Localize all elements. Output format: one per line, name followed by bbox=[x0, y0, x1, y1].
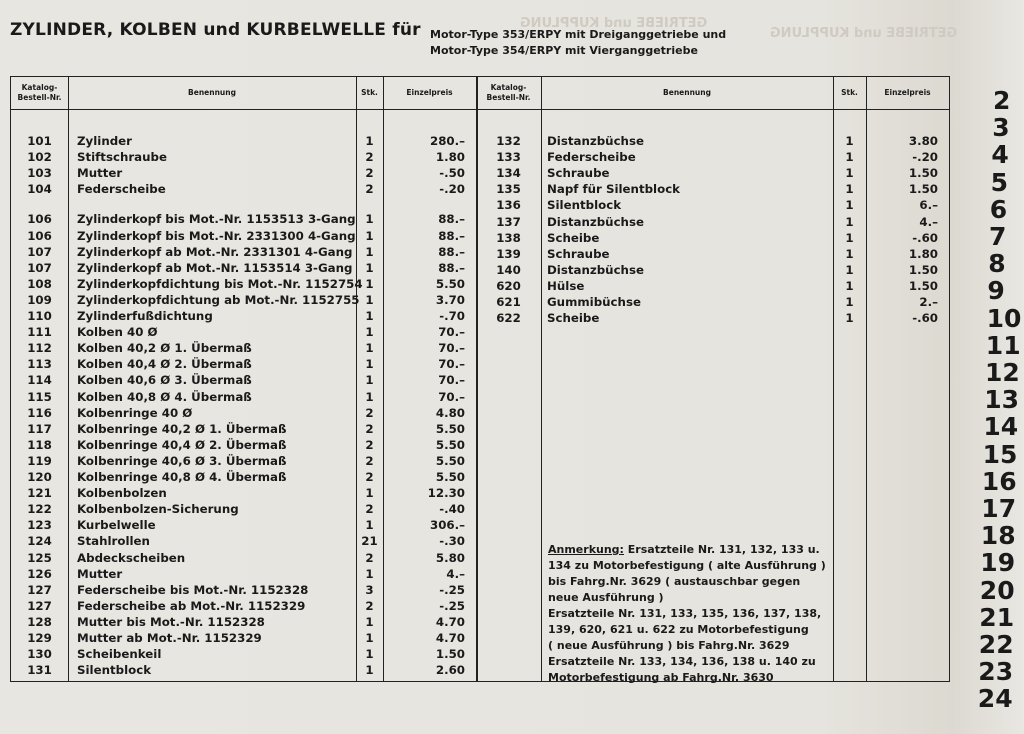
part-price: 280.– bbox=[429, 134, 465, 148]
part-name: Distanzbüchse bbox=[547, 134, 644, 148]
part-name: Zylinderkopf bis Mot.-Nr. 2331300 4-Gang bbox=[77, 228, 356, 243]
part-name: Distanzbüchse bbox=[547, 262, 644, 277]
part-quantity: 1 bbox=[845, 182, 854, 197]
part-name: Kolbenbolzen bbox=[77, 486, 167, 501]
part-quantity: 1 bbox=[365, 663, 374, 678]
header-divider bbox=[11, 109, 949, 110]
part-quantity: 1 bbox=[365, 244, 374, 259]
part-number: 621 bbox=[496, 295, 521, 309]
index-tab-11[interactable]: 11 bbox=[985, 330, 1021, 360]
header-katalog-right: Katalog- Bestell-Nr. bbox=[486, 83, 531, 102]
index-tab-13[interactable]: 13 bbox=[984, 385, 1019, 415]
part-price: -.50 bbox=[439, 166, 465, 181]
part-number: 118 bbox=[27, 437, 52, 452]
part-price: 4.80 bbox=[435, 405, 465, 420]
part-quantity: 2 bbox=[365, 598, 374, 613]
part-quantity: 1 bbox=[845, 198, 854, 213]
part-price: 6.– bbox=[919, 198, 938, 213]
part-name: Kolbenringe 40,8 Ø 4. Übermaß bbox=[77, 470, 287, 484]
part-price: 306.– bbox=[429, 518, 465, 533]
index-tab-8[interactable]: 8 bbox=[988, 249, 1006, 279]
part-price: 3.80 bbox=[908, 134, 938, 148]
part-name: Kolben 40,8 Ø 4. Übermaß bbox=[77, 389, 252, 404]
part-quantity: 2 bbox=[365, 166, 374, 181]
header-benennung-left: Benennung bbox=[188, 88, 236, 97]
part-name: Zylinderfußdichtung bbox=[77, 309, 213, 323]
part-name: Distanzbüchse bbox=[547, 214, 644, 229]
part-price: -.20 bbox=[439, 182, 465, 197]
bleed-through-text-left: GETRIEBE und KUPPLUNG bbox=[520, 16, 708, 31]
index-tab-3[interactable]: 3 bbox=[992, 113, 1010, 143]
part-name: Stiftschraube bbox=[77, 150, 167, 165]
part-quantity: 1 bbox=[365, 341, 374, 356]
part-name: Kolbenringe 40,6 Ø 3. Übermaß bbox=[77, 453, 287, 468]
motor-type-line-2: Motor-Type 354/ERPY mit Vierganggetriebe bbox=[430, 44, 698, 57]
part-number: 134 bbox=[496, 166, 521, 181]
part-name: Zylinderkopf ab Mot.-Nr. 2331301 4-Gang bbox=[77, 244, 353, 259]
part-number: 111 bbox=[27, 325, 52, 340]
index-tab-5[interactable]: 5 bbox=[990, 167, 1008, 197]
part-number: 130 bbox=[27, 647, 52, 662]
part-price: 5.50 bbox=[435, 453, 465, 468]
part-price: -.60 bbox=[912, 230, 938, 245]
part-name: Abdeckscheiben bbox=[77, 550, 186, 565]
part-number: 123 bbox=[27, 518, 52, 533]
part-name: Kolben 40 Ø bbox=[77, 325, 158, 340]
part-quantity: 1 bbox=[845, 246, 854, 261]
part-number: 120 bbox=[27, 470, 52, 484]
part-price: 1.50 bbox=[908, 278, 938, 293]
part-quantity: 2 bbox=[365, 182, 374, 197]
part-quantity: 1 bbox=[365, 292, 374, 307]
part-name: Kurbelwelle bbox=[77, 518, 156, 533]
part-name: Stahlrollen bbox=[77, 534, 150, 549]
part-quantity: 2 bbox=[365, 502, 374, 517]
part-quantity: 1 bbox=[365, 486, 374, 501]
part-price: 1.80 bbox=[435, 150, 465, 165]
remark-label: Anmerkung: bbox=[548, 543, 624, 556]
part-number: 140 bbox=[496, 262, 521, 277]
part-price: 70.– bbox=[438, 357, 465, 372]
part-number: 127 bbox=[27, 582, 52, 597]
part-price: 88.– bbox=[438, 260, 465, 275]
part-name: Zylinderkopfdichtung bis Mot.-Nr. 1152754 bbox=[77, 276, 363, 291]
part-number: 108 bbox=[27, 276, 52, 291]
part-price: 2.60 bbox=[435, 663, 465, 678]
part-number: 122 bbox=[27, 502, 52, 517]
part-price: 12.30 bbox=[427, 486, 465, 501]
part-quantity: 1 bbox=[365, 228, 374, 243]
part-name: Scheibe bbox=[547, 230, 600, 245]
part-name: Zylinderkopfdichtung ab Mot.-Nr. 1152755 bbox=[77, 292, 360, 307]
remark-line-1: Ersatzteile Nr. 131, 132, 133 u. bbox=[623, 543, 820, 556]
remark-note bbox=[548, 542, 826, 686]
index-tab-9[interactable]: 9 bbox=[987, 276, 1005, 306]
part-name: Kolben 40,4 Ø 2. Übermaß bbox=[77, 357, 252, 372]
part-number: 110 bbox=[27, 309, 52, 323]
col-divider bbox=[68, 77, 69, 681]
part-number: 132 bbox=[496, 134, 521, 148]
part-number: 131 bbox=[27, 663, 52, 678]
part-quantity: 2 bbox=[365, 437, 374, 452]
index-tab-21[interactable]: 21 bbox=[979, 602, 1015, 632]
part-price: 70.– bbox=[438, 389, 465, 404]
part-quantity: 1 bbox=[845, 166, 854, 181]
part-price: 70.– bbox=[438, 325, 465, 340]
part-number: 135 bbox=[496, 182, 521, 197]
part-number: 101 bbox=[27, 134, 52, 148]
index-tab-24[interactable]: 24 bbox=[977, 684, 1013, 714]
part-quantity: 1 bbox=[845, 214, 854, 229]
part-number: 119 bbox=[27, 453, 52, 468]
part-name: Kolbenringe 40 Ø bbox=[77, 405, 193, 420]
header-preis-left: Einzelpreis bbox=[406, 88, 453, 97]
part-price: 70.– bbox=[438, 341, 465, 356]
part-quantity: 1 bbox=[845, 278, 854, 293]
index-tab-2[interactable]: 2 bbox=[993, 86, 1011, 115]
part-quantity: 2 bbox=[365, 150, 374, 165]
part-quantity: 1 bbox=[845, 295, 854, 309]
index-tab-19[interactable]: 19 bbox=[980, 548, 1016, 578]
part-quantity: 1 bbox=[365, 389, 374, 404]
part-price: 2.– bbox=[919, 295, 938, 309]
part-number: 109 bbox=[27, 292, 52, 307]
part-number: 138 bbox=[496, 230, 521, 245]
part-price: 4.– bbox=[919, 214, 938, 229]
index-tab-10[interactable]: 10 bbox=[986, 303, 1022, 333]
part-quantity: 1 bbox=[365, 631, 374, 645]
part-quantity: 1 bbox=[365, 260, 374, 275]
part-number: 107 bbox=[27, 260, 52, 275]
part-number: 127 bbox=[27, 598, 52, 613]
index-tab-4[interactable]: 4 bbox=[991, 140, 1009, 170]
index-tab-15[interactable]: 15 bbox=[982, 439, 1018, 469]
part-number: 128 bbox=[27, 614, 52, 629]
part-name: Kolben 40,2 Ø 1. Übermaß bbox=[77, 341, 252, 356]
part-number: 121 bbox=[27, 486, 52, 501]
part-price: 5.50 bbox=[435, 470, 465, 484]
part-number: 104 bbox=[27, 182, 52, 197]
part-quantity: 1 bbox=[845, 150, 854, 165]
part-price: 5.50 bbox=[435, 421, 465, 436]
part-name: Mutter bis Mot.-Nr. 1152328 bbox=[77, 614, 265, 629]
part-quantity: 1 bbox=[365, 325, 374, 340]
part-number: 106 bbox=[27, 212, 52, 227]
remark-line-2: 134 zu Motorbefestigung ( alte Ausführung ) bbox=[548, 559, 826, 572]
part-number: 107 bbox=[27, 244, 52, 259]
header-preis-right: Einzelpreis bbox=[884, 88, 931, 97]
part-number: 112 bbox=[27, 341, 52, 356]
part-price: -.20 bbox=[912, 150, 938, 165]
part-price: 1.50 bbox=[908, 262, 938, 277]
part-number: 620 bbox=[496, 278, 521, 293]
part-price: -.40 bbox=[439, 502, 465, 517]
part-number: 113 bbox=[27, 357, 52, 372]
part-name: Federscheibe ab Mot.-Nr. 1152329 bbox=[77, 598, 306, 613]
part-number: 133 bbox=[496, 150, 521, 165]
part-price: 70.– bbox=[438, 373, 465, 388]
part-price: 1.50 bbox=[908, 166, 938, 181]
part-quantity: 1 bbox=[365, 357, 374, 372]
part-name: Silentblock bbox=[77, 663, 152, 678]
part-name: Mutter ab Mot.-Nr. 1152329 bbox=[77, 631, 262, 645]
index-tab-17[interactable]: 17 bbox=[981, 494, 1017, 523]
part-name: Schraube bbox=[547, 246, 610, 261]
remark-line-9: Motorbefestigung ab Fahrg.Nr. 3630 bbox=[548, 671, 774, 684]
part-price: 4.70 bbox=[435, 614, 465, 629]
index-tab-7[interactable]: 7 bbox=[989, 222, 1007, 251]
header-katalog-left: Katalog- Bestell-Nr. bbox=[17, 83, 62, 102]
index-tab-23[interactable]: 23 bbox=[978, 657, 1014, 687]
part-quantity: 1 bbox=[365, 134, 374, 148]
part-name: Federscheibe bbox=[77, 182, 166, 197]
part-number: 106 bbox=[27, 228, 52, 243]
part-name: Zylinderkopf ab Mot.-Nr. 1153514 3-Gang bbox=[77, 260, 353, 275]
part-name: Mutter bbox=[77, 166, 123, 181]
part-quantity: 1 bbox=[845, 230, 854, 245]
part-price: -.60 bbox=[912, 311, 938, 326]
remark-line-3: bis Fahrg.Nr. 3629 ( austauschbar gegen bbox=[548, 575, 801, 588]
part-name: Schraube bbox=[547, 166, 610, 181]
part-name: Zylinder bbox=[77, 134, 132, 148]
page-title: ZYLINDER, KOLBEN und KURBELWELLE für bbox=[10, 20, 421, 40]
part-quantity: 1 bbox=[365, 276, 374, 291]
part-price: 1.50 bbox=[908, 182, 938, 197]
part-name: Kolbenbolzen-Sicherung bbox=[77, 502, 239, 517]
part-number: 114 bbox=[27, 373, 52, 388]
part-number: 102 bbox=[27, 150, 52, 165]
index-tab-12[interactable]: 12 bbox=[985, 358, 1020, 387]
index-tab-6[interactable]: 6 bbox=[989, 194, 1008, 224]
part-name: Scheibe bbox=[547, 311, 600, 326]
remark-line-4: neue Ausführung ) bbox=[548, 591, 664, 604]
index-tab-22[interactable]: 22 bbox=[978, 630, 1014, 659]
part-quantity: 2 bbox=[365, 550, 374, 565]
part-number: 139 bbox=[496, 246, 521, 261]
part-quantity: 1 bbox=[365, 212, 374, 227]
part-price: -.30 bbox=[439, 534, 465, 549]
part-quantity: 1 bbox=[365, 309, 374, 323]
part-price: 4.70 bbox=[435, 631, 465, 645]
part-name: Silentblock bbox=[547, 198, 622, 213]
part-name: Scheibenkeil bbox=[77, 647, 162, 662]
part-number: 116 bbox=[27, 405, 52, 420]
remark-line-5: Ersatzteile Nr. 131, 133, 135, 136, 137, 138, bbox=[548, 607, 822, 620]
part-price: 1.80 bbox=[908, 246, 938, 261]
part-number: 124 bbox=[27, 534, 52, 549]
part-price: 5.80 bbox=[435, 550, 465, 565]
index-tab-16[interactable]: 16 bbox=[981, 466, 1017, 496]
part-number: 103 bbox=[27, 166, 52, 181]
remark-line-6: 139, 620, 621 u. 622 zu Motorbefestigung bbox=[548, 623, 809, 636]
part-name: Kolbenringe 40,2 Ø 1. Übermaß bbox=[77, 421, 287, 436]
part-name: Gummibüchse bbox=[547, 295, 641, 309]
part-quantity: 1 bbox=[365, 518, 374, 533]
part-price: -.25 bbox=[439, 582, 465, 597]
part-price: 5.50 bbox=[435, 276, 465, 291]
part-name: Kolben 40,6 Ø 3. Übermaß bbox=[77, 373, 252, 388]
part-name: Zylinderkopf bis Mot.-Nr. 1153513 3-Gang bbox=[77, 212, 356, 227]
part-price: 4.– bbox=[446, 566, 465, 581]
part-name: Hülse bbox=[547, 278, 585, 293]
motor-type-line-1: Motor-Type 353/ERPY mit Dreiganggetriebe und bbox=[430, 28, 727, 41]
part-quantity: 1 bbox=[365, 373, 374, 388]
part-price: 1.50 bbox=[435, 647, 465, 662]
part-price: 88.– bbox=[438, 244, 465, 259]
part-price: 5.50 bbox=[435, 437, 465, 452]
part-quantity: 1 bbox=[845, 134, 854, 148]
part-quantity: 1 bbox=[365, 566, 374, 581]
header-stk-right: Stk. bbox=[841, 88, 858, 97]
index-tab-18[interactable]: 18 bbox=[980, 521, 1016, 551]
part-number: 129 bbox=[27, 631, 52, 645]
part-price: -.25 bbox=[439, 598, 465, 613]
part-quantity: 2 bbox=[365, 453, 374, 468]
part-quantity: 2 bbox=[365, 470, 374, 484]
part-quantity: 2 bbox=[365, 405, 374, 420]
remark-line-7: ( neue Ausführung ) bis Fahrg.Nr. 3629 bbox=[548, 639, 790, 652]
header-stk-left: Stk. bbox=[361, 88, 378, 97]
part-name: Mutter bbox=[77, 566, 123, 581]
part-quantity: 1 bbox=[845, 311, 854, 326]
part-price: 88.– bbox=[438, 228, 465, 243]
part-number: 622 bbox=[496, 311, 521, 326]
part-price: 3.70 bbox=[435, 292, 465, 307]
part-name: Kolbenringe 40,4 Ø 2. Übermaß bbox=[77, 437, 287, 452]
part-number: 115 bbox=[27, 389, 52, 404]
part-name: Federscheibe bbox=[547, 150, 636, 165]
part-number: 125 bbox=[27, 550, 52, 565]
part-quantity: 1 bbox=[365, 614, 374, 629]
part-price: 88.– bbox=[438, 212, 465, 227]
part-quantity: 1 bbox=[845, 262, 854, 277]
part-quantity: 21 bbox=[361, 534, 378, 549]
parts-table bbox=[10, 76, 950, 682]
index-tab-20[interactable]: 20 bbox=[979, 575, 1015, 605]
remark-line-8: Ersatzteile Nr. 133, 134, 136, 138 u. 140 zu bbox=[548, 655, 816, 668]
part-name: Napf für Silentblock bbox=[547, 182, 681, 197]
part-number: 136 bbox=[496, 198, 521, 213]
part-number: 126 bbox=[27, 566, 52, 581]
part-quantity: 2 bbox=[365, 421, 374, 436]
part-quantity: 1 bbox=[365, 647, 374, 662]
part-quantity: 3 bbox=[365, 582, 374, 597]
bleed-through-text-right: GETRIEBE und KUPPLUNG bbox=[770, 26, 958, 41]
part-number: 117 bbox=[27, 421, 52, 436]
header-benennung-right: Benennung bbox=[663, 88, 711, 97]
index-tab-14[interactable]: 14 bbox=[983, 412, 1019, 442]
part-number: 137 bbox=[496, 214, 521, 229]
part-price: -.70 bbox=[439, 309, 465, 323]
col-divider bbox=[541, 77, 542, 681]
part-name: Federscheibe bis Mot.-Nr. 1152328 bbox=[77, 582, 309, 597]
